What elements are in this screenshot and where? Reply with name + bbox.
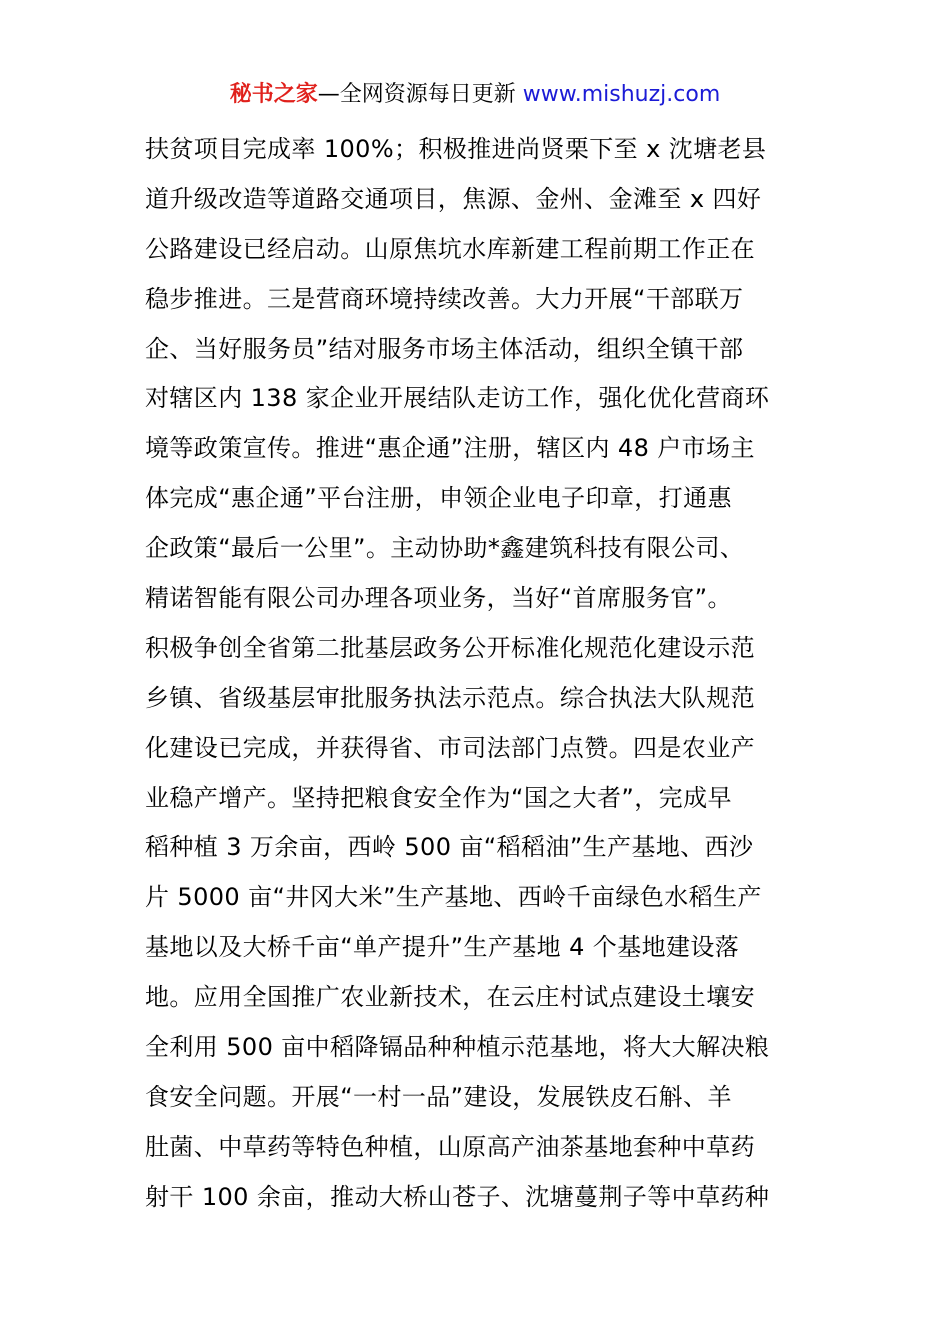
text-line: 化建设已完成，并获得省、市司法部门点赞。四是农业产: [145, 733, 755, 762]
document-body: [145, 125, 825, 1223]
text-line: 片 5000 亩“井冈大米”生产基地、西岭千亩绿色水稻生产: [145, 883, 762, 912]
text-line: 体完成“惠企通”平台注册，申领企业电子印章，打通惠: [145, 484, 732, 513]
text-line: 食安全问题。开展“一村一品”建设，发展铁皮石斛、羊: [145, 1082, 732, 1111]
text-line: 公路建设已经启动。山原焦坑水库新建工程前期工作正在: [145, 234, 755, 263]
text-line: 境等政策宣传。推进“惠企通”注册，辖区内 48 户市场主: [145, 434, 755, 463]
text-line: 全利用 500 亩中稻降镉品种种植示范基地，将大大解决粮: [145, 1033, 770, 1062]
text-line: 道升级改造等道路交通项目，焦源、金州、金滩至 x 四好: [145, 184, 762, 213]
text-line: 精诺智能有限公司办理各项业务，当好“首席服务官”。: [145, 584, 732, 613]
text-line: 企政策“最后一公里”。主动协助*鑫建筑科技有限公司、: [145, 534, 745, 563]
text-line: 业稳产增产。坚持把粮食安全作为“国之大者”，完成早: [145, 783, 732, 812]
text-line: 稳步推进。三是营商环境持续改善。大力开展“干部联万: [145, 284, 744, 313]
page-header: [0, 80, 950, 110]
text-line: 肚菌、中草药等特色种植，山原高产油茶基地套种中草药: [145, 1132, 755, 1161]
text-line: 稻种植 3 万余亩，西岭 500 亩“稻稻油”生产基地、西沙: [145, 833, 754, 862]
text-line: 对辖区内 138 家企业开展结队走访工作，强化优化营商环: [145, 384, 770, 413]
text-line: 基地以及大桥千亩“单产提升”生产基地 4 个基地建设落: [145, 933, 740, 962]
site-brand: 秘书之家: [229, 82, 318, 107]
site-tagline: —全网资源每日更新: [317, 82, 523, 107]
text-line: 乡镇、省级基层审批服务执法示范点。综合执法大队规范: [145, 683, 755, 712]
text-line: 地。应用全国推广农业新技术，在云庄村试点建设土壤安: [145, 983, 755, 1012]
text-line: 积极争创全省第二批基层政务公开标准化规范化建设示范: [145, 633, 755, 662]
site-url-link[interactable]: www.mishuzj.com: [522, 82, 721, 107]
text-line: 扶贫项目完成率 100%；积极推进尚贤栗下至 x 沈塘老县: [145, 135, 767, 163]
text-line: 企、当好服务员”结对服务市场主体活动，组织全镇干部: [145, 334, 744, 363]
text-line: 射干 100 余亩，推动大桥山苍子、沈塘蔓荆子等中草药种: [145, 1182, 770, 1211]
